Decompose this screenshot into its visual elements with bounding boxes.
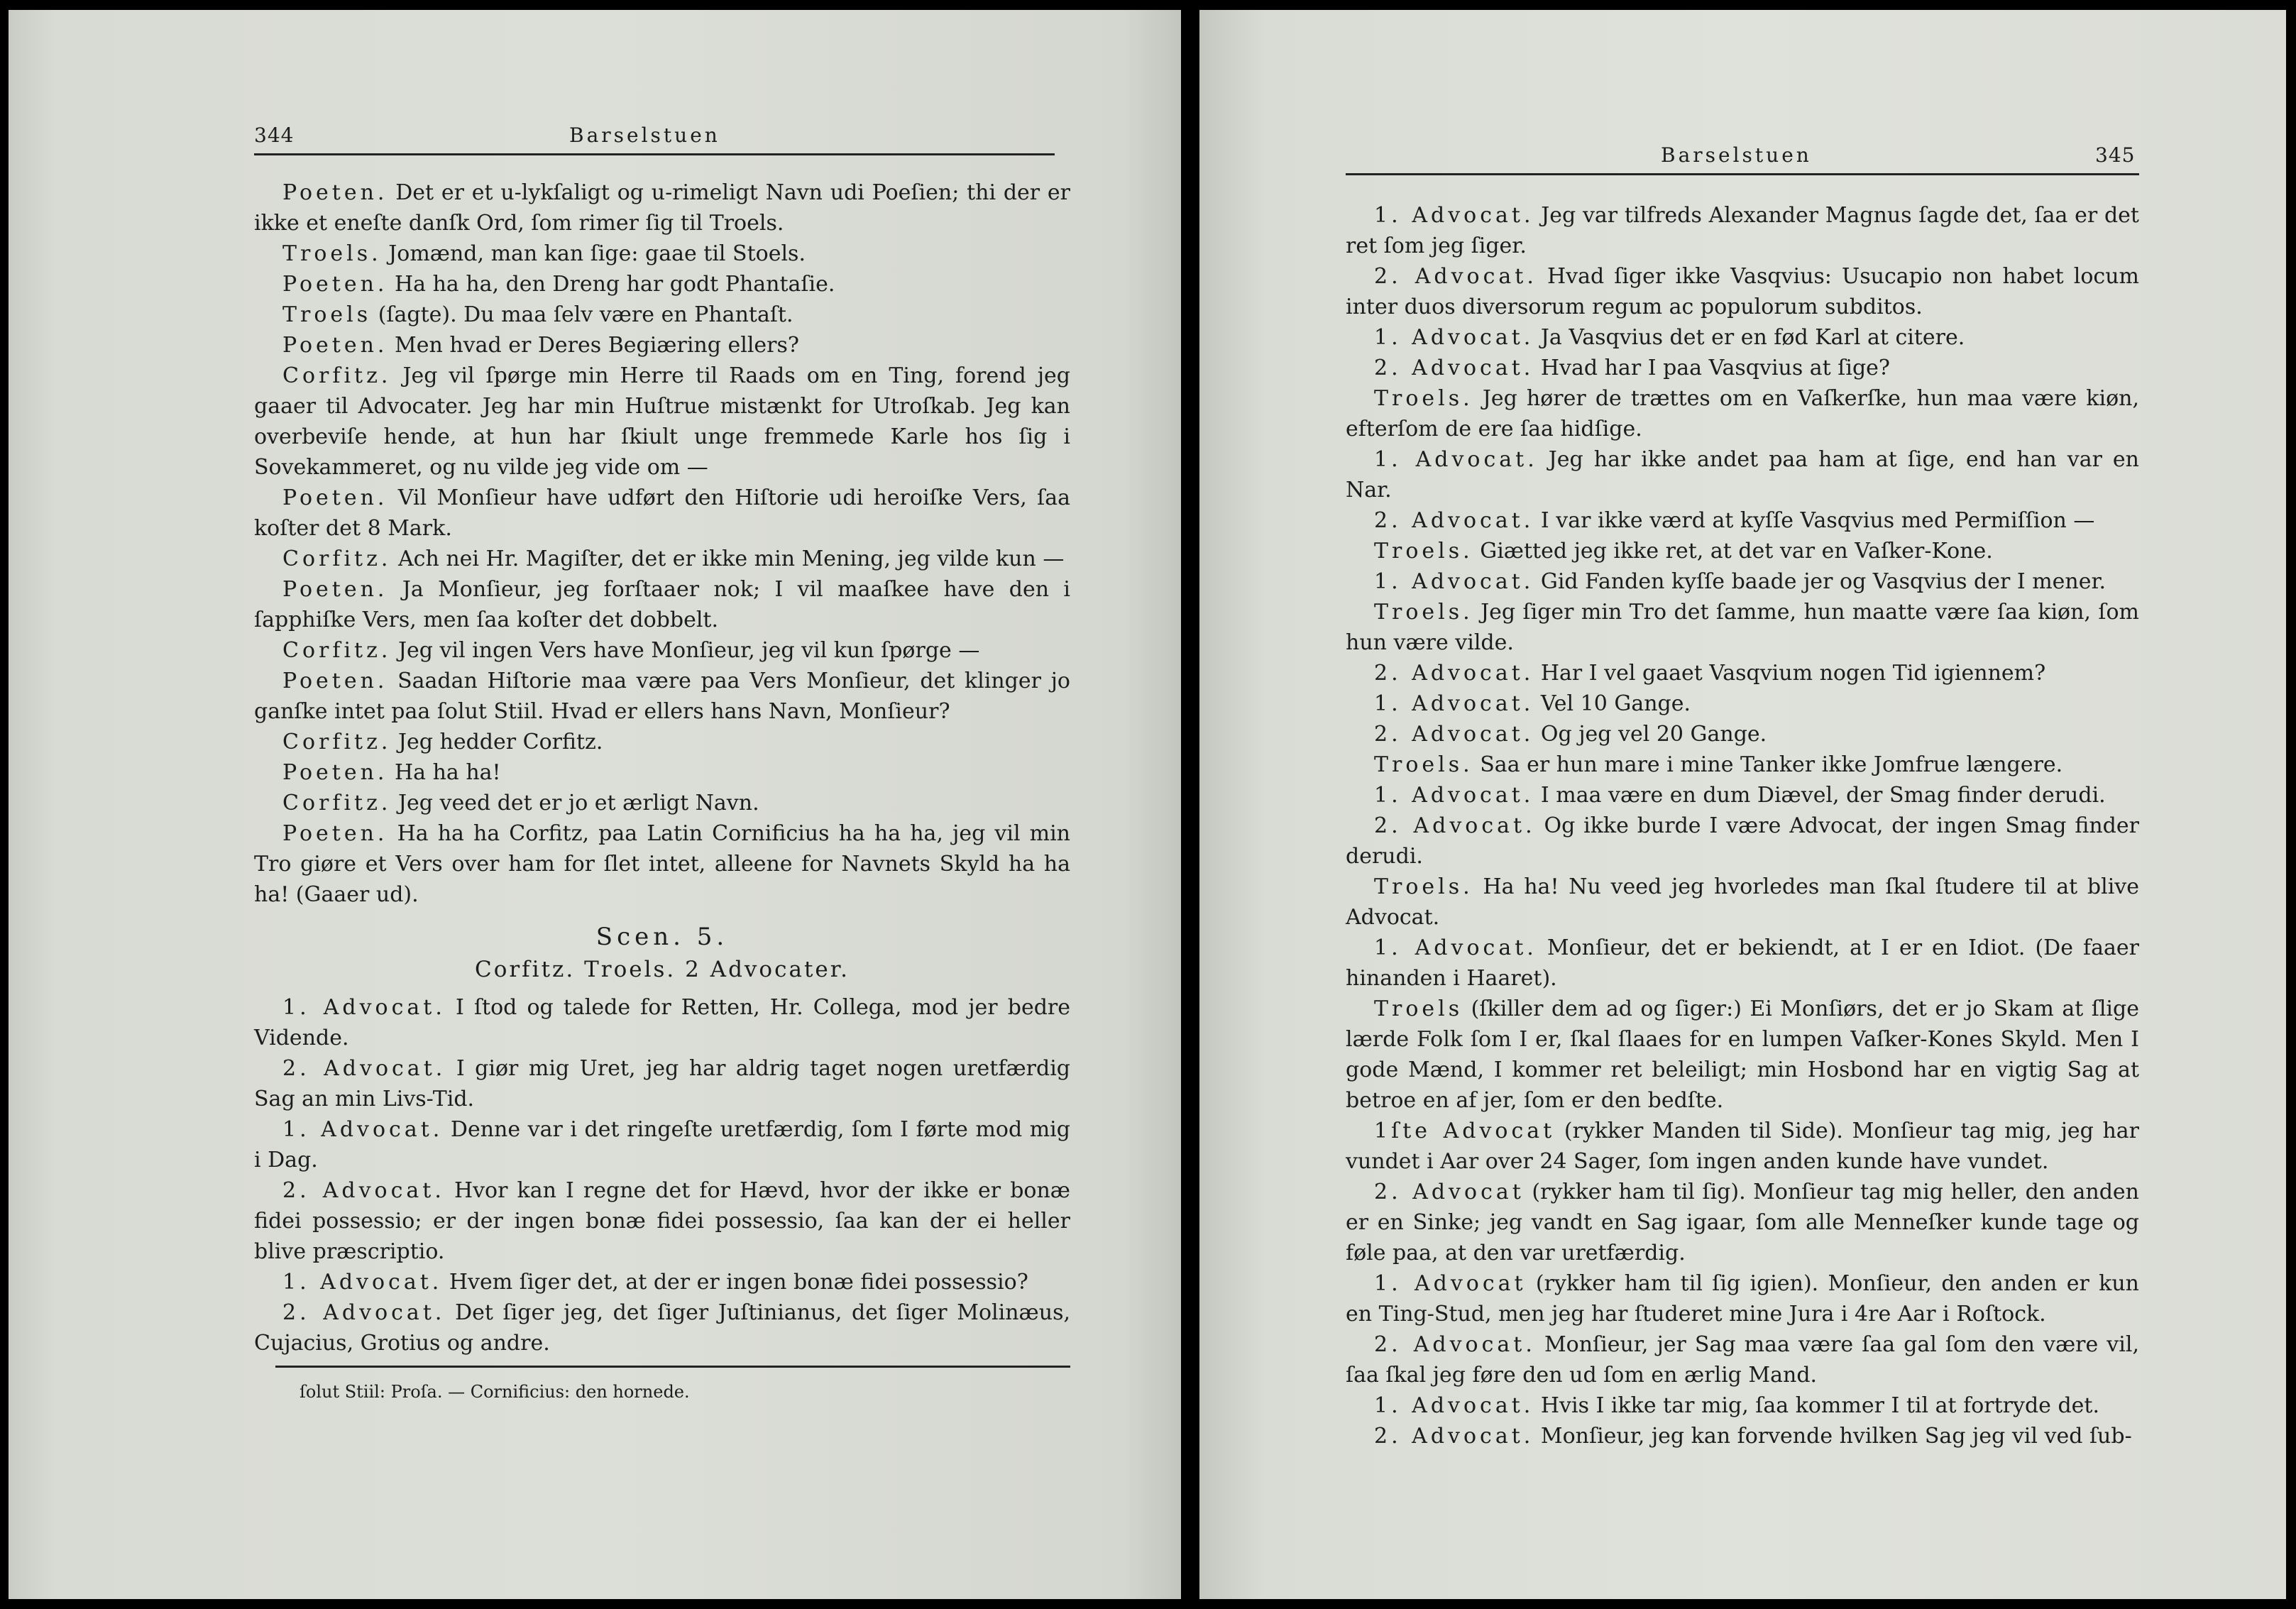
- dialogue-text: (ſkiller dem ad og ſiger:) Ei Monſiørs, det er jo Skam at ſlige lærde Folk ſom I er, ſkal ſlaaes for en lumpen Vaſker-Kones Skyld. Men I gode Mænd, I kommer ret beleiligt; min Hosbond har en vigtig Sag at betroe en af jer, ſom er den bedſte.: [1346, 996, 2139, 1113]
- dialogue-line: [254, 361, 1070, 483]
- dialogue-line: [1346, 994, 2139, 1116]
- dialogue-line: [254, 992, 1070, 1053]
- dialogue-line: [1346, 1329, 2139, 1390]
- dialogue-line: [254, 1267, 1070, 1297]
- dialogue-text: Monſieur, jeg kan forvende hvilken Sag jeg vil ved ſub-: [1540, 1424, 2132, 1449]
- speaker-name: Poeten.: [282, 485, 388, 510]
- page-number: 345: [2095, 143, 2136, 167]
- speaker-name: 1. Advocat.: [1374, 447, 1538, 472]
- right-page: [1199, 10, 2286, 1599]
- speaker-name: 2. Advocat.: [1374, 1332, 1536, 1357]
- dialogue-text: Hvor kan I regne det for Hævd, hvor der ikke er bonæ fidei possessio; er der ingen bonæ fidei possessio, ſaa kan der ei heller blive præscriptio.: [254, 1178, 1070, 1264]
- dialogue-block: [254, 177, 1070, 1358]
- dialogue-text: Og ikke burde I være Advocat, der ingen Smag finder derudi.: [1346, 813, 2139, 869]
- speaker-name: Troels.: [1374, 539, 1473, 564]
- dialogue-line: [1346, 353, 2139, 383]
- speaker-name: 1. Advocat.: [1374, 569, 1534, 594]
- dialogue-line: [1346, 200, 2139, 261]
- speaker-name: 1. Advocat.: [1374, 691, 1534, 716]
- dialogue-line: [1346, 597, 2139, 658]
- dialogue-line: [1346, 1116, 2139, 1177]
- speaker-name: 1. Advocat: [1374, 1271, 1527, 1296]
- dialogue-line: [254, 788, 1070, 818]
- dialogue-line: [1346, 872, 2139, 933]
- dialogue-line: [254, 1053, 1070, 1114]
- dialogue-text: Det ſiger jeg, det ſiger Juſtinianus, det ſiger Molinæus, Cujacius, Grotius og andre.: [254, 1300, 1070, 1356]
- speaker-name: Troels: [1374, 996, 1463, 1021]
- page-number: 344: [254, 123, 295, 147]
- speaker-name: 1ſte Advocat: [1374, 1119, 1556, 1143]
- dialogue-line: [254, 238, 1070, 269]
- dialogue-text: Jeg veed det er jo et ærligt Navn.: [398, 791, 759, 816]
- speaker-name: 2. Advocat.: [1374, 264, 1537, 289]
- speaker-name: 1. Advocat.: [1374, 935, 1537, 960]
- dialogue-line: [254, 727, 1070, 757]
- speaker-name: 2. Advocat.: [1374, 813, 1536, 838]
- speaker-name: 2. Advocat.: [282, 1056, 446, 1081]
- speaker-name: Corfitz.: [282, 730, 392, 754]
- dialogue-text: Men hvad er Deres Begiæring ellers?: [395, 333, 799, 358]
- dialogue-line: [1346, 811, 2139, 872]
- dialogue-line: [254, 635, 1070, 666]
- dialogue-text: Hvis I ikke tar mig, ſaa kommer I til at fortryde det.: [1540, 1393, 2099, 1418]
- speaker-name: 2. Advocat.: [1374, 661, 1534, 686]
- dialogue-block: [1346, 200, 2139, 1451]
- dialogue-line: [1346, 780, 2139, 811]
- speaker-name: 2. Advocat.: [1374, 508, 1534, 533]
- speaker-name: Corfitz.: [282, 363, 392, 388]
- speaker-name: 1. Advocat.: [1374, 203, 1534, 228]
- speaker-name: Troels.: [282, 241, 382, 266]
- speaker-name: Troels.: [1374, 752, 1473, 777]
- dialogue-line: [254, 177, 1070, 238]
- dialogue-text: Ha ha ha Corfitz, paa Latin Cornificius ha ha ha, jeg vil min Tro giøre et Vers over ham for ſlet intet, alleene for Navnets Skyld ha ha ha! (Gaaer ud).: [254, 821, 1070, 907]
- right-text: [1346, 200, 2139, 1449]
- dialogue-line: [254, 574, 1070, 635]
- dialogue-text: Vil Monſieur have udført den Hiſtorie udi heroiſke Vers, ſaa koſter det 8 Mark.: [254, 485, 1070, 541]
- speaker-name: Troels.: [1374, 386, 1473, 411]
- cast-list: Corfitz. Troels. 2 Advocater.: [474, 957, 850, 982]
- speaker-name: Corfitz.: [282, 547, 392, 571]
- dialogue-line: [254, 818, 1070, 910]
- speaker-name: 1. Advocat.: [282, 1117, 444, 1142]
- dialogue-text: Hvem ſiger det, at der er ingen bonæ fidei possessio?: [449, 1270, 1028, 1295]
- dialogue-text: Ja Vasqvius det er en fød Karl at citere.: [1540, 325, 1965, 350]
- dialogue-line: [254, 330, 1070, 361]
- dialogue-line: [254, 757, 1070, 788]
- dialogue-text: Jeg vil ingen Vers have Monſieur, jeg vil kun ſpørge —: [398, 638, 980, 663]
- dialogue-text: Jeg var tilfreds Alexander Magnus ſagde det, ſaa er det ret ſom jeg ſiger.: [1346, 203, 2139, 258]
- dialogue-line: [1346, 383, 2139, 444]
- scene-heading: Scen. 5.: [595, 923, 729, 951]
- dialogue-text: Hvad ſiger ikke Vasqvius: Usucapio non habet locum inter duos diversorum regum ac populorum subditos.: [1346, 264, 2139, 319]
- dialogue-line: [1346, 1390, 2139, 1421]
- dialogue-text: Monſieur, jer Sag maa være ſaa gal ſom den være vil, ſaa ſkal jeg føre den ud ſom en ærlig Mand.: [1346, 1332, 2139, 1388]
- dialogue-line: [254, 300, 1070, 330]
- dialogue-text: Saadan Hiſtorie maa være paa Vers Monſieur, det klinger jo ganſke intet paa ſolut Stiil. Hvad er ellers hans Navn, Monſieur?: [254, 669, 1070, 724]
- dialogue-text: Jeg hører de trættes om en Vaſkerſke, hun maa være kiøn, efterſom de ere ſaa hidſige.: [1346, 386, 2139, 441]
- speaker-name: Troels.: [1374, 600, 1473, 625]
- dialogue-line: [1346, 505, 2139, 536]
- left-page: [9, 10, 1181, 1599]
- dialogue-line: [254, 483, 1070, 544]
- speaker-name: 2. Advocat.: [1374, 1424, 1534, 1449]
- running-head: Barselstuen: [569, 123, 720, 147]
- dialogue-line: [1346, 566, 2139, 597]
- dialogue-text: Ach nei Hr. Magiſter, det er ikke min Mening, jeg vilde kun —: [398, 547, 1065, 571]
- dialogue-text: Ha ha ha!: [395, 760, 501, 785]
- dialogue-line: [254, 666, 1070, 727]
- dialogue-text: Jeg hedder Corfitz.: [398, 730, 603, 754]
- speaker-name: Poeten.: [282, 760, 388, 785]
- dialogue-line: [1346, 1421, 2139, 1451]
- dialogue-line: [1346, 536, 2139, 566]
- dialogue-line: [1346, 933, 2139, 994]
- dialogue-text: Ha ha! Nu veed jeg hvorledes man ſkal ſtudere til at blive Advocat.: [1346, 874, 2139, 930]
- speaker-name: 1. Advocat.: [282, 995, 446, 1020]
- dialogue-text: Og jeg vel 20 Gange.: [1540, 722, 1767, 747]
- dialogue-line: [254, 1175, 1070, 1267]
- speaker-name: Poeten.: [282, 821, 388, 846]
- header-rule: [254, 153, 1055, 155]
- dialogue-text: Jomænd, man kan ſige: gaae til Stoels.: [388, 241, 806, 266]
- header-rule: [1346, 173, 2139, 175]
- speaker-name: Troels.: [1374, 874, 1473, 899]
- speaker-name: Poeten.: [282, 180, 388, 205]
- running-head: Barselstuen: [1661, 143, 1812, 167]
- dialogue-text: Giætted jeg ikke ret, at det var en Vaſker-Kone.: [1480, 539, 1993, 564]
- dialogue-text: Denne var i det ringeſte uretfærdig, ſom I førte mod mig i Dag.: [254, 1117, 1070, 1173]
- dialogue-text: Vel 10 Gange.: [1540, 691, 1691, 716]
- speaker-name: 2. Advocat.: [282, 1178, 445, 1203]
- speaker-name: 2. Advocat.: [1374, 722, 1534, 747]
- speaker-name: Corfitz.: [282, 638, 392, 663]
- speaker-name: 2. Advocat.: [282, 1300, 446, 1325]
- dialogue-line: [1346, 261, 2139, 322]
- dialogue-text: Gid Fanden kyſſe baade jer og Vasqvius der I mener.: [1540, 569, 2107, 594]
- dialogue-line: [254, 544, 1070, 574]
- speaker-name: Troels: [282, 302, 372, 327]
- dialogue-text: Saa er hun mare i mine Tanker ikke Jomfrue længere.: [1480, 752, 2063, 777]
- speaker-name: 2. Advocat.: [1374, 356, 1534, 380]
- dialogue-line: [1346, 719, 2139, 749]
- dialogue-text: I ſtod og talede for Retten, Hr. Collega, mod jer bedre Vidende.: [254, 995, 1071, 1050]
- dialogue-text: I maa være en dum Diævel, der Smag finder derudi.: [1540, 783, 2106, 808]
- dialogue-text: Har I vel gaaet Vasqvium nogen Tid igiennem?: [1540, 661, 2046, 686]
- speaker-name: Poeten.: [282, 272, 388, 297]
- dialogue-text: Jeg ſiger min Tro det ſamme, hun maatte være ſaa kiøn, ſom hun være vilde.: [1346, 600, 2139, 655]
- dialogue-line: [254, 1114, 1070, 1175]
- dialogue-line: [1346, 658, 2139, 688]
- speaker-name: 2. Advocat: [1374, 1180, 1525, 1204]
- dialogue-text: (rykker Manden til Side). Monſieur tag mig, jeg har vundet i Aar over 24 Sager, ſom ingen anden kunde have vundet.: [1346, 1119, 2139, 1174]
- speaker-name: Corfitz.: [282, 791, 392, 816]
- dialogue-line: [1346, 1268, 2139, 1329]
- footnote: ſolut Stiil: Proſa. — Cornificius: den hornede.: [300, 1382, 690, 1402]
- dialogue-text: Monſieur, det er bekiendt, at I er en Idiot. (De faaer hinanden i Haaret).: [1346, 935, 2139, 991]
- dialogue-line: [1346, 322, 2139, 353]
- left-text: [254, 177, 1070, 1377]
- dialogue-line: [254, 269, 1070, 300]
- speaker-name: 1. Advocat.: [282, 1270, 443, 1295]
- speaker-name: Poeten.: [282, 577, 388, 602]
- speaker-name: 1. Advocat.: [1374, 325, 1534, 350]
- speaker-name: Poeten.: [282, 669, 388, 693]
- speaker-name: Poeten.: [282, 333, 388, 358]
- dialogue-text: Jeg vil ſpørge min Herre til Raads om en Ting, forend jeg gaaer til Advocater. Jeg har min Huſtrue mistænkt for Utroſkab. Jeg kan overbeviſe hende, at hun har ſkiult unge fremmede Karle hos ſig i Sovekammeret, og nu vilde jeg vide om —: [254, 363, 1070, 480]
- footnote-rule: [275, 1366, 1070, 1368]
- dialogue-text: I giør mig Uret, jeg har aldrig taget nogen uretfærdig Sag an min Livs-Tid.: [254, 1056, 1070, 1111]
- speaker-name: 1. Advocat.: [1374, 783, 1534, 808]
- speaker-name: 1. Advocat.: [1374, 1393, 1534, 1418]
- dialogue-line: [254, 1297, 1070, 1358]
- dialogue-line: [1346, 749, 2139, 780]
- dialogue-line: [1346, 688, 2139, 719]
- dialogue-text: Ja Monſieur, jeg forſtaaer nok; I vil maaſkee have den i ſapphiſke Vers, men ſaa koſter det dobbelt.: [254, 577, 1070, 632]
- dialogue-text: Hvad har I paa Vasqvius at ſige?: [1540, 356, 1891, 380]
- dialogue-text: I var ikke værd at kyſſe Vasqvius med Permiſſion —: [1540, 508, 2095, 533]
- dialogue-text: Det er et u-lykſaligt og u-rimeligt Navn udi Poeſien; thi der er ikke et eneſte danſk Ord, ſom rimer ſig til Troels.: [254, 180, 1070, 236]
- dialogue-text: (rykker ham til ſig). Monſieur tag mig heller, den anden er en Sinke; jeg vandt en Sag igaar, ſom alle Menneſker kunde tage og føle paa, at den var uretfærdig.: [1346, 1180, 2139, 1265]
- dialogue-text: (ſagte). Du maa ſelv være en Phantaſt.: [378, 302, 793, 327]
- dialogue-line: [1346, 444, 2139, 505]
- dialogue-line: [1346, 1177, 2139, 1268]
- dialogue-text: Jeg har ikke andet paa ham at ſige, end han var en Nar.: [1346, 447, 2139, 503]
- dialogue-text: (rykker ham til ſig igien). Monſieur, den anden er kun en Ting-Stud, men jeg har ſtuderet mine Jura i 4re Aar i Roſtock.: [1346, 1271, 2139, 1327]
- dialogue-text: Ha ha ha, den Dreng har godt Phantaſie.: [395, 272, 835, 297]
